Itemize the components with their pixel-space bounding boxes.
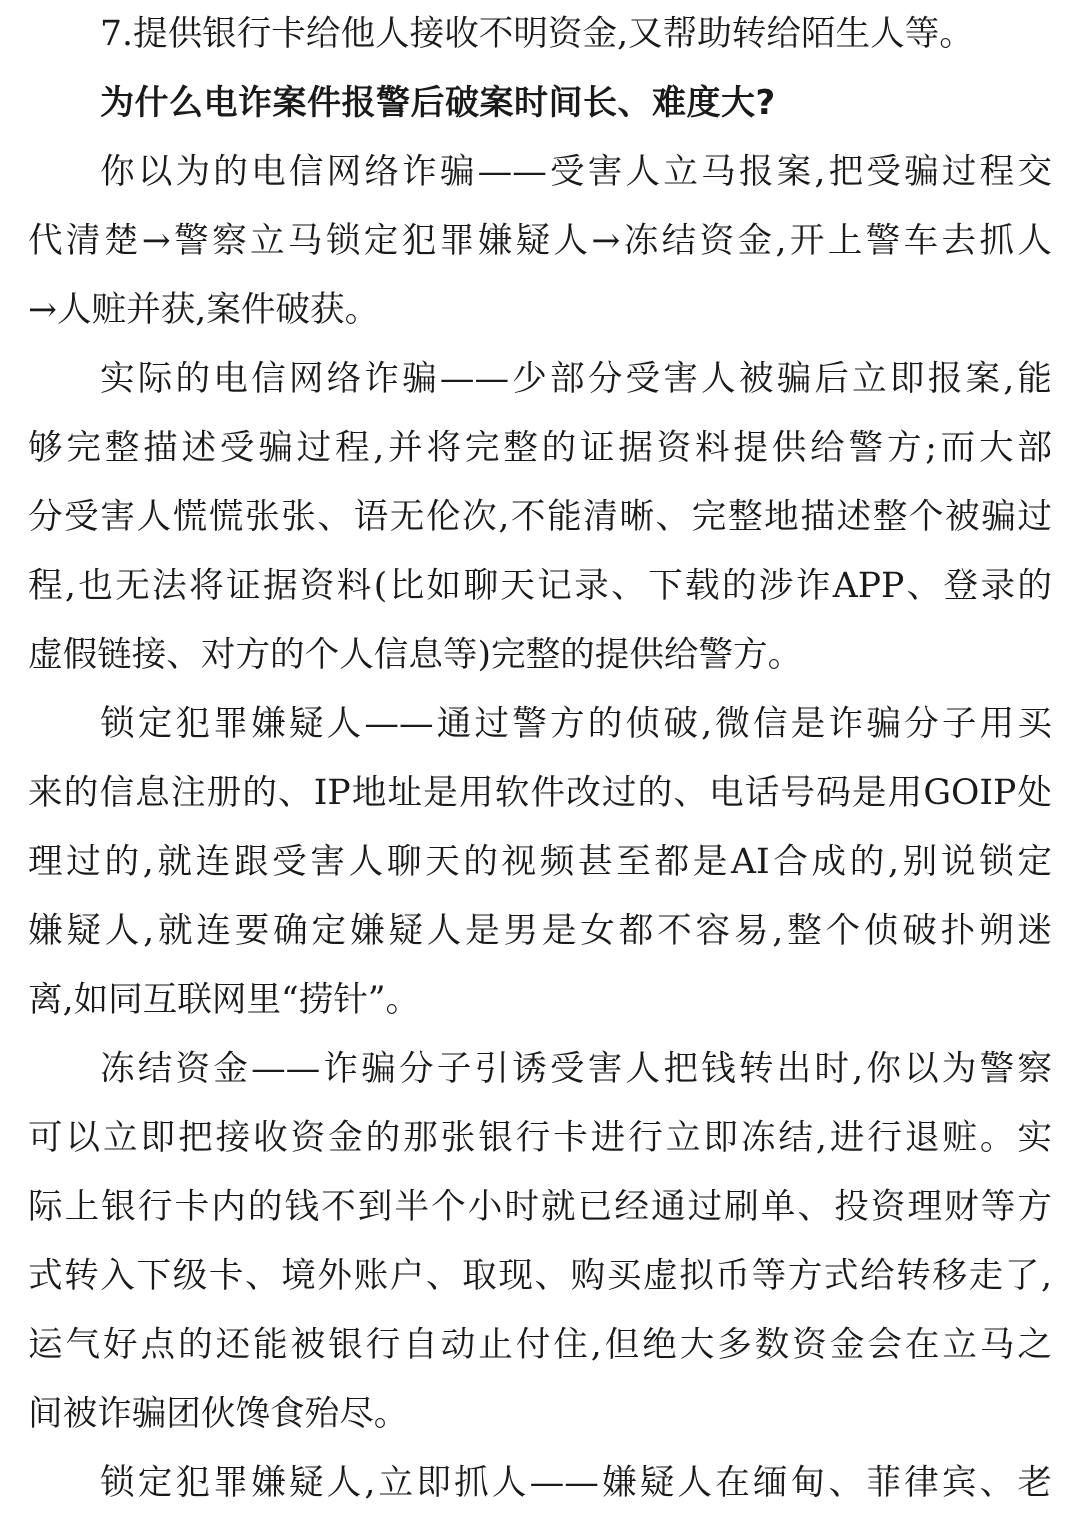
paragraph-line: 锁定犯罪嫌疑人,立即抓人——嫌疑人在缅甸、菲律宾、老 bbox=[100, 1463, 1052, 1503]
paragraph-line: →人赃并获,案件破获。 bbox=[28, 290, 380, 330]
paragraph-line: 锁定犯罪嫌疑人——通过警方的侦破,微信是诈骗分子用买 bbox=[100, 704, 1052, 744]
paragraph-line: 式转入下级卡、境外账户、取现、购买虚拟币等方式给转移走了, bbox=[28, 1256, 1052, 1296]
paragraph-line: 际上银行卡内的钱不到半个小时就已经通过刷单、投资理财等方 bbox=[28, 1187, 1052, 1227]
paragraph-line: 运气好点的还能被银行自动止付住,但绝大多数资金会在立马之 bbox=[28, 1325, 1052, 1365]
paragraph-line: 你以为的电信网络诈骗——受害人立马报案,把受骗过程交 bbox=[100, 152, 1052, 192]
paragraph-line: 嫌疑人,就连要确定嫌疑人是男是女都不容易,整个侦破扑朔迷 bbox=[28, 911, 1052, 951]
paragraph-line: 冻结资金——诈骗分子引诱受害人把钱转出时,你以为警察 bbox=[100, 1049, 1052, 1089]
paragraph-line: 间被诈骗团伙馋食殆尽。 bbox=[28, 1394, 409, 1434]
paragraph-line: 离,如同互联网里“捞针”。 bbox=[28, 980, 421, 1020]
paragraph-line: 理过的,就连跟受害人聊天的视频甚至都是AI合成的,别说锁定 bbox=[28, 842, 1052, 882]
paragraph-line: 可以立即把接收资金的那张银行卡进行立即冻结,进行退赃。实 bbox=[28, 1118, 1052, 1158]
section-heading: 为什么电诈案件报警后破案时间长、难度大? bbox=[100, 83, 776, 123]
paragraph-line: 分受害人慌慌张张、语无伦次,不能清晰、完整地描述整个被骗过 bbox=[28, 497, 1052, 537]
list-item-7: 7.提供银行卡给他人接收不明资金,又帮助转给陌生人等。 bbox=[100, 14, 974, 54]
paragraph-line: 来的信息注册的、IP地址是用软件改过的、电话号码是用GOIP处 bbox=[28, 773, 1052, 813]
paragraph-line: 实际的电信网络诈骗——少部分受害人被骗后立即报案,能 bbox=[100, 359, 1052, 399]
paragraph-line: 虚假链接、对方的个人信息等)完整的提供给警方。 bbox=[28, 635, 803, 675]
paragraph-line: 代清楚→警察立马锁定犯罪嫌疑人→冻结资金,开上警车去抓人 bbox=[28, 221, 1052, 261]
paragraph-line: 程,也无法将证据资料(比如聊天记录、下载的涉诈APP、登录的 bbox=[28, 566, 1052, 606]
paragraph-line: 够完整描述受骗过程,并将完整的证据资料提供给警方;而大部 bbox=[28, 428, 1052, 468]
